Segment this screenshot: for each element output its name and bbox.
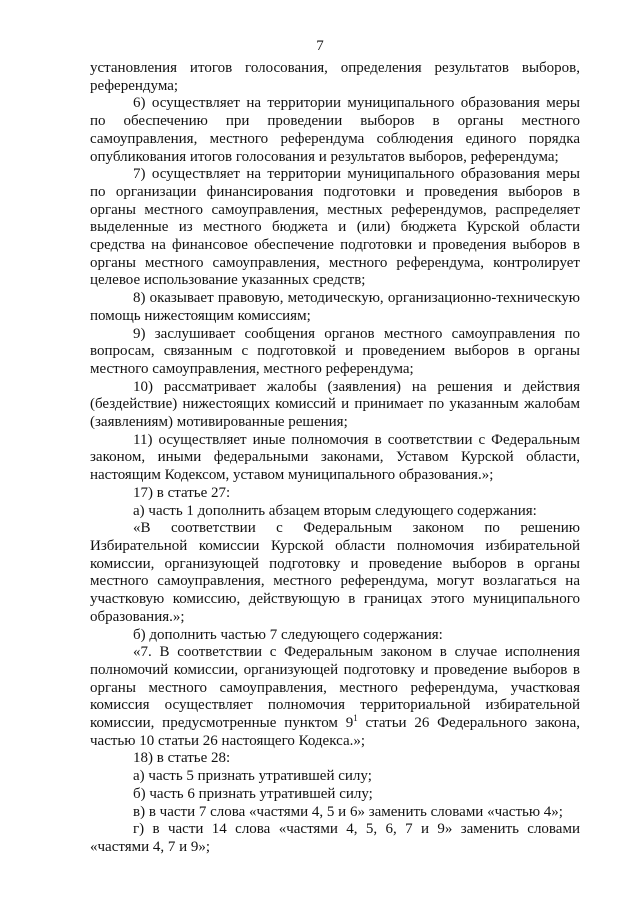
paragraph-item-17: 17) в статье 27: (133, 484, 231, 501)
paragraph-item-18b: б) часть 6 признать утратившей силу; (133, 785, 373, 802)
page-number: 7 (316, 38, 324, 54)
paragraph-item-10: 10) рассматривает жалобы (заявления) на решения и действия (бездействие) нижестоящих комиссий и принимает по указанным жалобам (заявлениям) мотивированные решения; (90, 378, 580, 431)
superscript-index: 1 (353, 713, 358, 724)
paragraph-item-18: 18) в статье 28: (133, 750, 231, 767)
quote-part-7-text-before: «7. В соответствии с Федеральным законом в случае исполнения полномочий комиссии, организующей подготовку и проведение выборов в органы местного самоуправления, местного референдума, участковая комиссия осуществляет полномочия территориальной избирательной комиссии, предусмотренные пунктом 9 (90, 644, 580, 732)
quote-part-7-text-after: статьи 26 Федерального закона, частью 10 статьи 26 настоящего Кодекса.»; (90, 715, 580, 749)
paragraph-item-18v: в) в части 7 слова «частями 4, 5 и 6» заменить словами «частью 4»; (133, 803, 563, 820)
paragraph-item-18g: г) в части 14 слова «частями 4, 5, 6, 7 и 9» заменить словами «частями 4, 7 и 9»; (90, 821, 580, 855)
paragraph-continuation: установления итогов голосования, определения результатов выборов, референдума; (90, 60, 580, 94)
paragraph-item-17a: а) часть 1 дополнить абзацем вторым следующего содержания: (133, 502, 537, 519)
paragraph-item-7: 7) осуществляет на территории муниципального образования меры по организации финансирования подготовки и проведения выборов в органы местного самоуправления, местных референдумов, распределяет выделенные из местного бюджета и (или) бюджета Курской области средства на финансовое обеспечение подготовки и проведения выборов в органы местного самоуправления, местного референдума, контролирует целевое использование указанных средств; (90, 166, 580, 289)
paragraph-quote-part-7 (90, 644, 580, 750)
paragraph-item-11: 11) осуществляет иные полномочия в соответствии с Федеральным законом, иными федеральными законами, Уставом Курской области, настоящим Кодексом, уставом муниципального образования.»; (90, 431, 580, 484)
document-body (90, 60, 580, 857)
paragraph-item-9: 9) заслушивает сообщения органов местного самоуправления по вопросам, связанным с подготовкой и проведением выборов в органы местного самоуправления, местного референдума; (90, 325, 580, 377)
paragraph-item-8: 8) оказывает правовую, методическую, организационно-техническую помощь нижестоящим комиссиям; (90, 290, 580, 324)
paragraph-item-18a: а) часть 5 признать утратившей силу; (133, 768, 372, 785)
paragraph-item-6: 6) осуществляет на территории муниципального образования меры по обеспечению при проведении выборов в органы местного самоуправления, местного референдума соблюдения единого порядка опубликования итогов голосования и результатов выборов, референдума; (90, 95, 580, 165)
paragraph-quote-part-1: «В соответствии с Федеральным законом по решению Избирательной комиссии Курской области полномочия избирательной комиссии, организующей подготовку и проведение выборов в органы местного самоуправления, местного референдума, могут возлагаться на участковую комиссию, действующую в границах этого муниципального образования.»; (90, 520, 580, 625)
paragraph-item-17b: б) дополнить частью 7 следующего содержания: (133, 626, 443, 643)
